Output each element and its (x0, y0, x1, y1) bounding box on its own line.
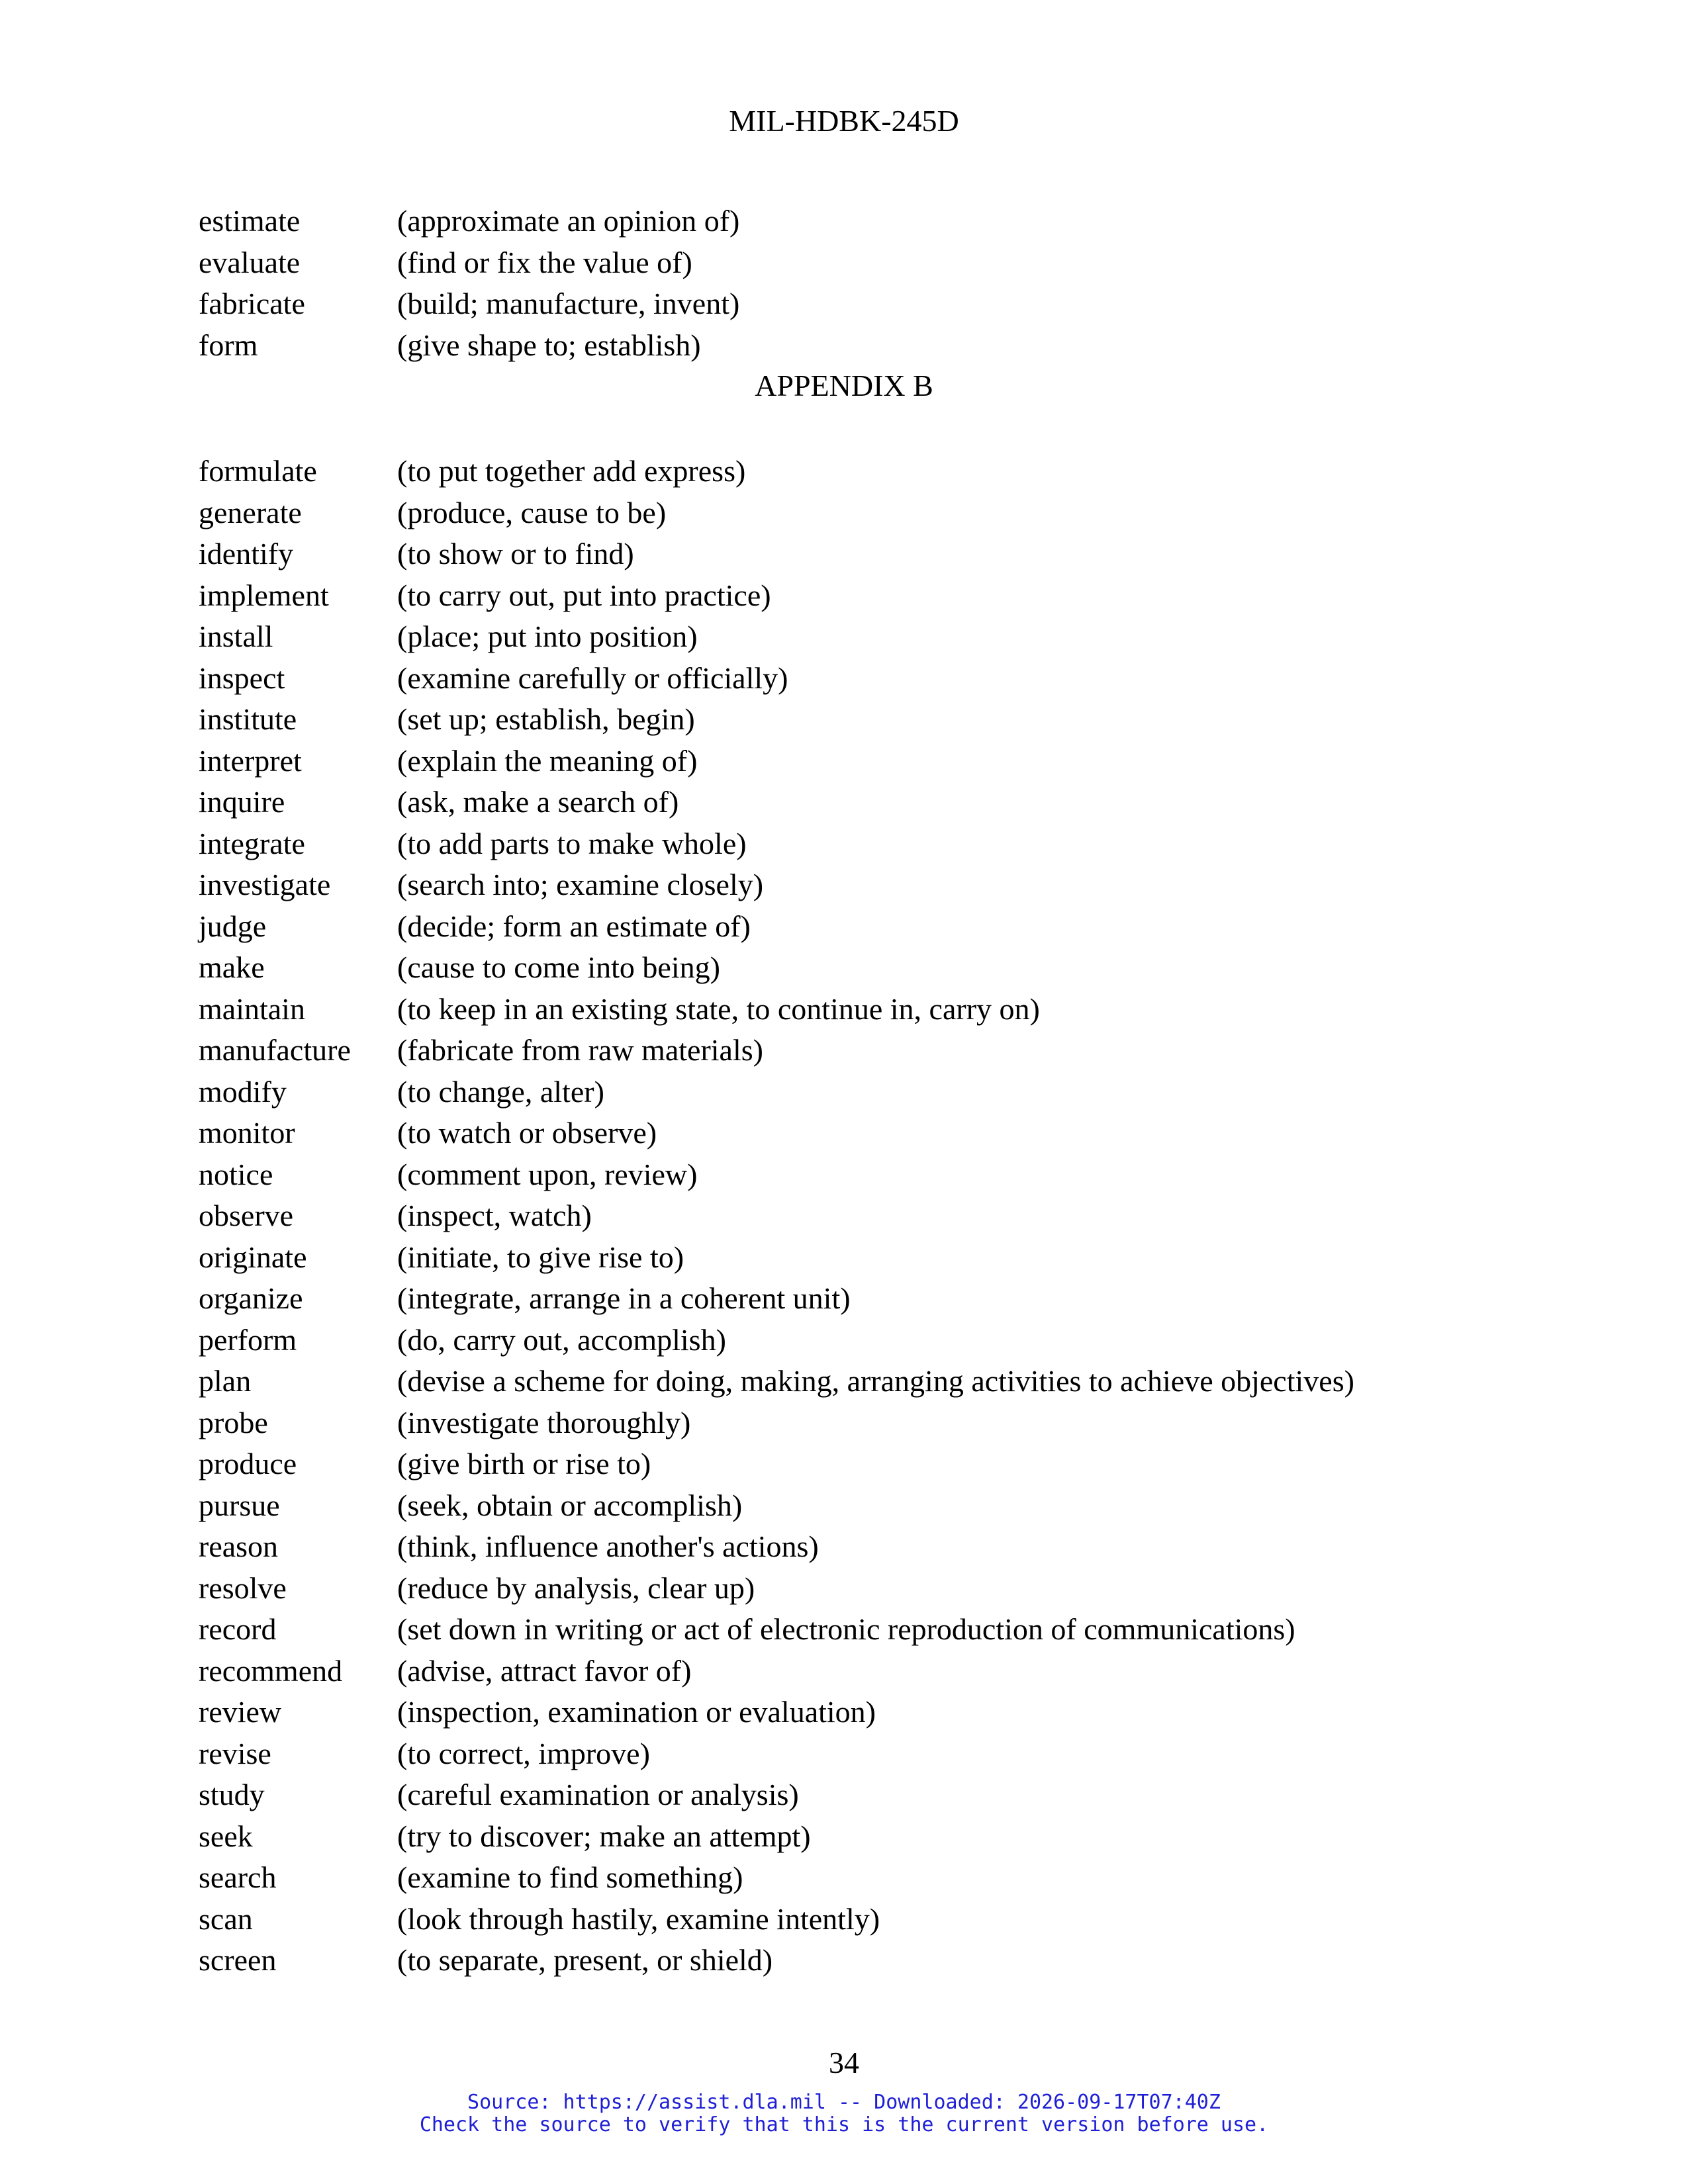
term-definition: (to change, alter) (397, 1074, 604, 1109)
term-definition: (reduce by analysis, clear up) (397, 1570, 755, 1605)
term-definition: (look through hastily, examine intently) (397, 1901, 880, 1936)
term-definition: (think, influence another's actions) (397, 1529, 819, 1563)
term-definition: (comment upon, review) (397, 1157, 698, 1191)
term-word: interpret (199, 743, 302, 778)
term-definition: (to watch or observe) (397, 1116, 657, 1150)
term-definition: (ask, make a search of) (397, 785, 679, 819)
term-definition: (inspect, watch) (397, 1199, 592, 1232)
page-number: 34 (829, 2046, 859, 2079)
term-word: perform (199, 1322, 297, 1357)
term-definition: (to add parts to make whole) (397, 826, 747, 860)
term-row (199, 1195, 1523, 1237)
term-row (199, 1237, 1523, 1279)
term-row (199, 864, 1523, 906)
term-row (199, 1692, 1523, 1733)
term-row (199, 1526, 1523, 1568)
term-definition: (to carry out, put into practice) (397, 578, 771, 612)
term-word: make (199, 950, 265, 984)
term-definition: (to keep in an existing state, to continue in, carry on) (397, 991, 1040, 1026)
term-definition: (find or fix the value of) (397, 245, 692, 279)
term-word: produce (199, 1447, 297, 1480)
term-word: seek (199, 1819, 253, 1853)
term-row (199, 906, 1523, 948)
term-row (199, 947, 1523, 989)
term-row (199, 1485, 1523, 1527)
term-word: plan (199, 1364, 252, 1398)
term-definition: (do, carry out, accomplish) (397, 1322, 726, 1357)
term-word: formulate (199, 454, 317, 488)
source-note (0, 2091, 1688, 2136)
term-row (199, 242, 1523, 284)
term-definition: (build; manufacture, invent) (397, 287, 740, 320)
term-row (199, 1071, 1523, 1113)
term-definition: (examine to find something) (397, 1860, 743, 1894)
term-word: maintain (199, 991, 305, 1026)
term-definition: (produce, cause to be) (397, 495, 667, 529)
term-row (199, 989, 1523, 1030)
term-word: form (199, 328, 258, 362)
term-word: fabricate (199, 287, 305, 320)
term-definition: (to correct, improve) (397, 1736, 650, 1770)
term-definition: (to show or to find) (397, 537, 634, 570)
term-row (199, 823, 1523, 865)
term-word: implement (199, 578, 329, 612)
term-definition: (integrate, arrange in a coherent unit) (397, 1281, 851, 1315)
term-row (199, 741, 1523, 782)
term-word: revise (199, 1736, 271, 1770)
term-row (199, 1320, 1523, 1361)
term-word: modify (199, 1074, 287, 1109)
term-word: identify (199, 537, 294, 570)
term-row (199, 658, 1523, 700)
term-row (199, 283, 1523, 325)
term-definition: (try to discover; make an attempt) (397, 1819, 811, 1853)
document-id-header: MIL-HDBK-245D (729, 104, 959, 138)
term-row (199, 201, 1523, 242)
term-row (199, 1857, 1523, 1899)
term-word: inquire (199, 785, 285, 819)
term-definition: (advise, attract favor of) (397, 1653, 692, 1688)
term-word: investigate (199, 868, 331, 901)
term-row (199, 1030, 1523, 1071)
term-row (199, 451, 1523, 492)
term-row (199, 1774, 1523, 1816)
term-word: estimate (199, 204, 301, 238)
term-word: record (199, 1612, 277, 1646)
term-definition: (give birth or rise to) (397, 1447, 651, 1480)
term-word: manufacture (199, 1033, 351, 1067)
term-row (199, 1278, 1523, 1320)
term-word: search (199, 1860, 277, 1894)
term-row (199, 1154, 1523, 1196)
term-row (199, 616, 1523, 658)
term-row (199, 492, 1523, 534)
term-definition: (careful examination or analysis) (397, 1778, 799, 1811)
term-definition: (decide; form an estimate of) (397, 909, 751, 943)
term-definition: (give shape to; establish) (397, 328, 701, 362)
term-row (199, 1733, 1523, 1775)
term-row (199, 575, 1523, 617)
term-word: integrate (199, 826, 305, 860)
term-row (199, 325, 1523, 367)
term-row (199, 1609, 1523, 1651)
term-definition: (inspection, examination or evaluation) (397, 1695, 876, 1729)
term-word: observe (199, 1199, 294, 1232)
term-definition: (investigate thoroughly) (397, 1405, 691, 1439)
term-word: notice (199, 1157, 273, 1191)
term-definition: (fabricate from raw materials) (397, 1033, 763, 1067)
term-row (199, 1940, 1523, 1981)
source-line: Source: https://assist.dla.mil -- Downloaded: 2026-09-17T07:40Z (467, 2091, 1221, 2114)
term-row (199, 782, 1523, 823)
term-definition: (cause to come into being) (397, 950, 720, 984)
term-row (199, 533, 1523, 575)
term-row (199, 1443, 1523, 1485)
term-word: institute (199, 702, 297, 736)
term-word: pursue (199, 1488, 280, 1522)
term-word: recommend (199, 1653, 343, 1688)
term-definition: (initiate, to give rise to) (397, 1240, 684, 1274)
appendix-heading: APPENDIX B (755, 369, 933, 402)
term-word: install (199, 619, 273, 653)
term-row (199, 1816, 1523, 1858)
term-word: probe (199, 1405, 268, 1439)
term-definition: (seek, obtain or accomplish) (397, 1488, 743, 1522)
term-definition: (explain the meaning of) (397, 743, 698, 778)
term-list-part1 (199, 201, 1523, 366)
term-word: resolve (199, 1570, 287, 1605)
term-word: originate (199, 1240, 307, 1274)
term-row (199, 1402, 1523, 1444)
term-definition: (set up; establish, begin) (397, 702, 695, 736)
term-definition: (set down in writing or act of electronic reproduction of communications) (397, 1612, 1295, 1646)
term-word: review (199, 1695, 282, 1729)
term-definition: (devise a scheme for doing, making, arranging activities to achieve objectives) (397, 1364, 1354, 1398)
term-row (199, 1361, 1523, 1402)
term-word: monitor (199, 1116, 295, 1150)
term-row (199, 699, 1523, 741)
term-word: judge (199, 909, 267, 943)
term-definition: (search into; examine closely) (397, 868, 764, 901)
term-list-part2 (199, 451, 1523, 1981)
term-word: inspect (199, 660, 285, 695)
verify-line: Check the source to verify that this is the current version before use. (419, 2113, 1269, 2136)
term-definition: (place; put into position) (397, 619, 698, 653)
term-row (199, 1899, 1523, 1940)
term-word: evaluate (199, 245, 301, 279)
term-definition: (approximate an opinion of) (397, 204, 740, 238)
term-definition: (examine carefully or officially) (397, 660, 788, 695)
term-word: screen (199, 1943, 277, 1977)
term-word: organize (199, 1281, 303, 1315)
term-word: scan (199, 1901, 253, 1936)
term-word: generate (199, 495, 302, 529)
term-row (199, 1568, 1523, 1610)
term-word: study (199, 1778, 265, 1811)
term-definition: (to put together add express) (397, 454, 746, 488)
term-row (199, 1651, 1523, 1692)
term-definition: (to separate, present, or shield) (397, 1943, 773, 1977)
term-word: reason (199, 1529, 279, 1563)
term-row (199, 1113, 1523, 1154)
